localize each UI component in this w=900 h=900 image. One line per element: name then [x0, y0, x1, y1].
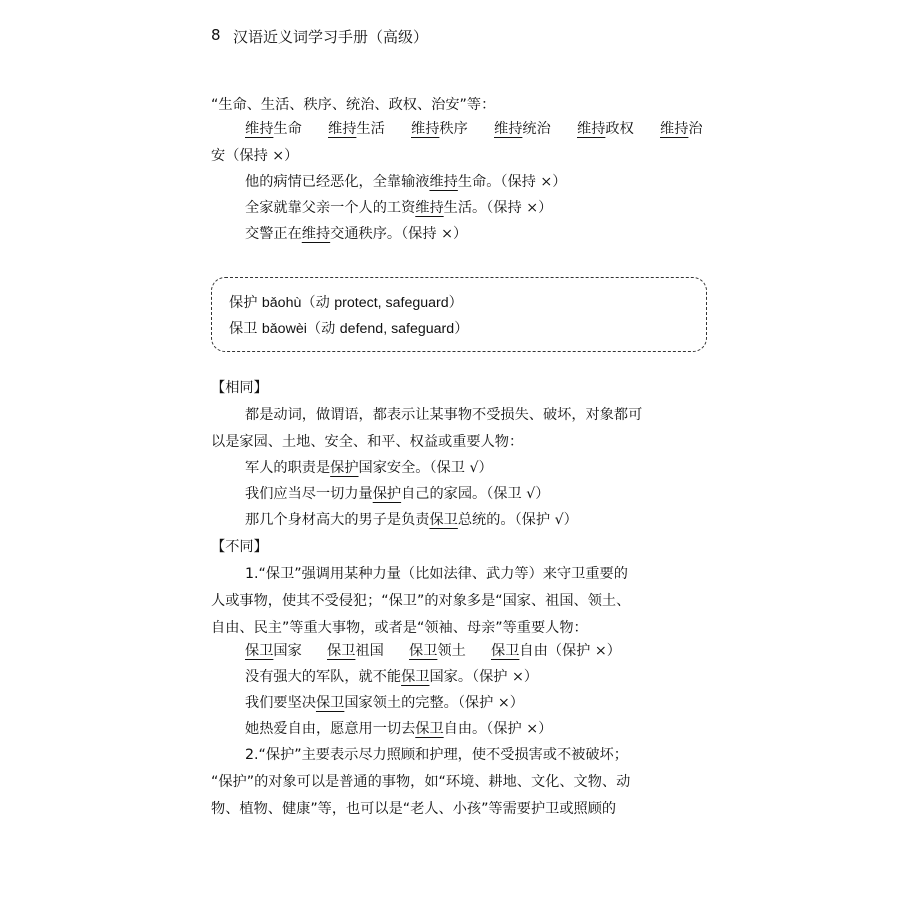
- definition-box: [211, 277, 707, 352]
- page-number: 8: [211, 26, 221, 44]
- keyword: 维持: [245, 121, 274, 137]
- keyword: 保卫: [429, 512, 458, 528]
- keyword: 保护: [372, 486, 402, 502]
- pinyin: bǎohù: [261, 295, 302, 311]
- keyword: 维持: [577, 121, 606, 137]
- section-heading-different: 【不同】: [211, 539, 268, 555]
- keyword: 维持: [328, 121, 357, 137]
- example-sentence: 她热爱自由，愿意用一切去保卫自由。（保护 ×）: [245, 721, 553, 737]
- collocation: 保卫自由（保护 ×）: [491, 643, 621, 659]
- paragraph-line: 都是动词，做谓语，都表示让某事物不受损失、破坏，对象都可: [245, 407, 643, 423]
- example-sentence: 我们应当尽一切力量保护自己的家园。（保卫 √）: [245, 486, 550, 502]
- keyword: 维持: [411, 121, 440, 137]
- example-sentence: 军人的职责是保护国家安全。（保卫 √）: [245, 460, 493, 476]
- keyword: 维持: [415, 200, 444, 216]
- part-of-speech: 动: [321, 321, 336, 337]
- keyword: 维持: [301, 226, 331, 242]
- collocation: 保卫祖国: [327, 643, 384, 659]
- headword: 保卫: [229, 321, 258, 337]
- collocation: 维持治: [660, 121, 703, 137]
- collocation: 维持生活: [328, 121, 385, 137]
- paragraph-line: “保护”的对象可以是普通的事物，如“环境、耕地、文化、文物、动: [211, 774, 631, 790]
- keyword: 维持: [660, 121, 689, 137]
- example-sentence: 我们要坚决保卫国家领土的完整。（保护 ×）: [245, 695, 524, 711]
- definition-entry: 保卫 bǎowèi（动 defend, safeguard）: [229, 321, 469, 337]
- collocation: 保卫国家: [245, 643, 302, 659]
- example-sentence: 他的病情已经恶化，全靠输液维持生命。（保持 ×）: [245, 174, 567, 190]
- part-of-speech: 动: [315, 295, 330, 311]
- intro-line: “生命、生活、秩序、统治、政权、治安”等：: [211, 97, 496, 113]
- example-sentence: 交警正在维持交通秩序。（保持 ×）: [245, 226, 468, 242]
- pinyin: bǎowèi: [261, 321, 307, 337]
- keyword: 保卫: [315, 695, 345, 711]
- collocation: 维持秩序: [411, 121, 468, 137]
- example-sentence: 没有强大的军队，就不能保卫国家。（保护 ×）: [245, 669, 539, 685]
- keyword: 保卫: [327, 643, 356, 659]
- gloss: protect, safeguard: [334, 295, 449, 311]
- collocation-row: [245, 118, 302, 138]
- keyword: 保卫: [245, 643, 274, 659]
- paragraph-line: 2.“保护”主要表示尽力照顾和护理，使不受损害或不被破坏；: [245, 747, 628, 763]
- collocation-continuation: 安（保持 ×）: [211, 148, 299, 164]
- example-sentence: 全家就靠父亲一个人的工资维持生活。（保持 ×）: [245, 200, 553, 216]
- paragraph-line: 以是家园、土地、安全、和平、权益或重要人物：: [211, 434, 524, 450]
- example-sentence: 那几个身材高大的男子是负责保卫总统的。（保护 √）: [245, 512, 578, 528]
- collocation: 维持生命: [245, 121, 302, 137]
- section-heading-same: 【相同】: [211, 380, 268, 396]
- keyword: 保卫: [401, 669, 430, 685]
- gloss: defend, safeguard: [339, 321, 455, 337]
- headword: 保护: [229, 295, 258, 311]
- running-title: 汉语近义词学习手册（高级）: [233, 28, 429, 46]
- keyword: 保卫: [409, 643, 438, 659]
- keyword: 维持: [494, 121, 523, 137]
- collocation: 维持统治: [494, 121, 551, 137]
- keyword: 维持: [429, 174, 458, 190]
- paragraph-line: 人或事物，使其不受侵犯；“保卫”的对象多是“国家、祖国、领土、: [211, 593, 631, 609]
- collocation: 保卫领土: [409, 643, 466, 659]
- paragraph-line: 物、植物、健康”等，也可以是“老人、小孩”等需要护卫或照顾的: [211, 801, 617, 817]
- collocation: 维持政权: [577, 121, 634, 137]
- paragraph-line: 自由、民主”等重大事物，或者是“领袖、母亲”等重要人物：: [211, 620, 588, 636]
- paragraph-line: 1.“保卫”强调用某种力量（比如法律、武力等）来守卫重要的: [245, 566, 628, 582]
- keyword: 保卫: [415, 721, 444, 737]
- definition-entry: 保护 bǎohù（动 protect, safeguard）: [229, 295, 463, 311]
- keyword: 保卫: [491, 643, 520, 659]
- keyword: 保护: [330, 460, 359, 476]
